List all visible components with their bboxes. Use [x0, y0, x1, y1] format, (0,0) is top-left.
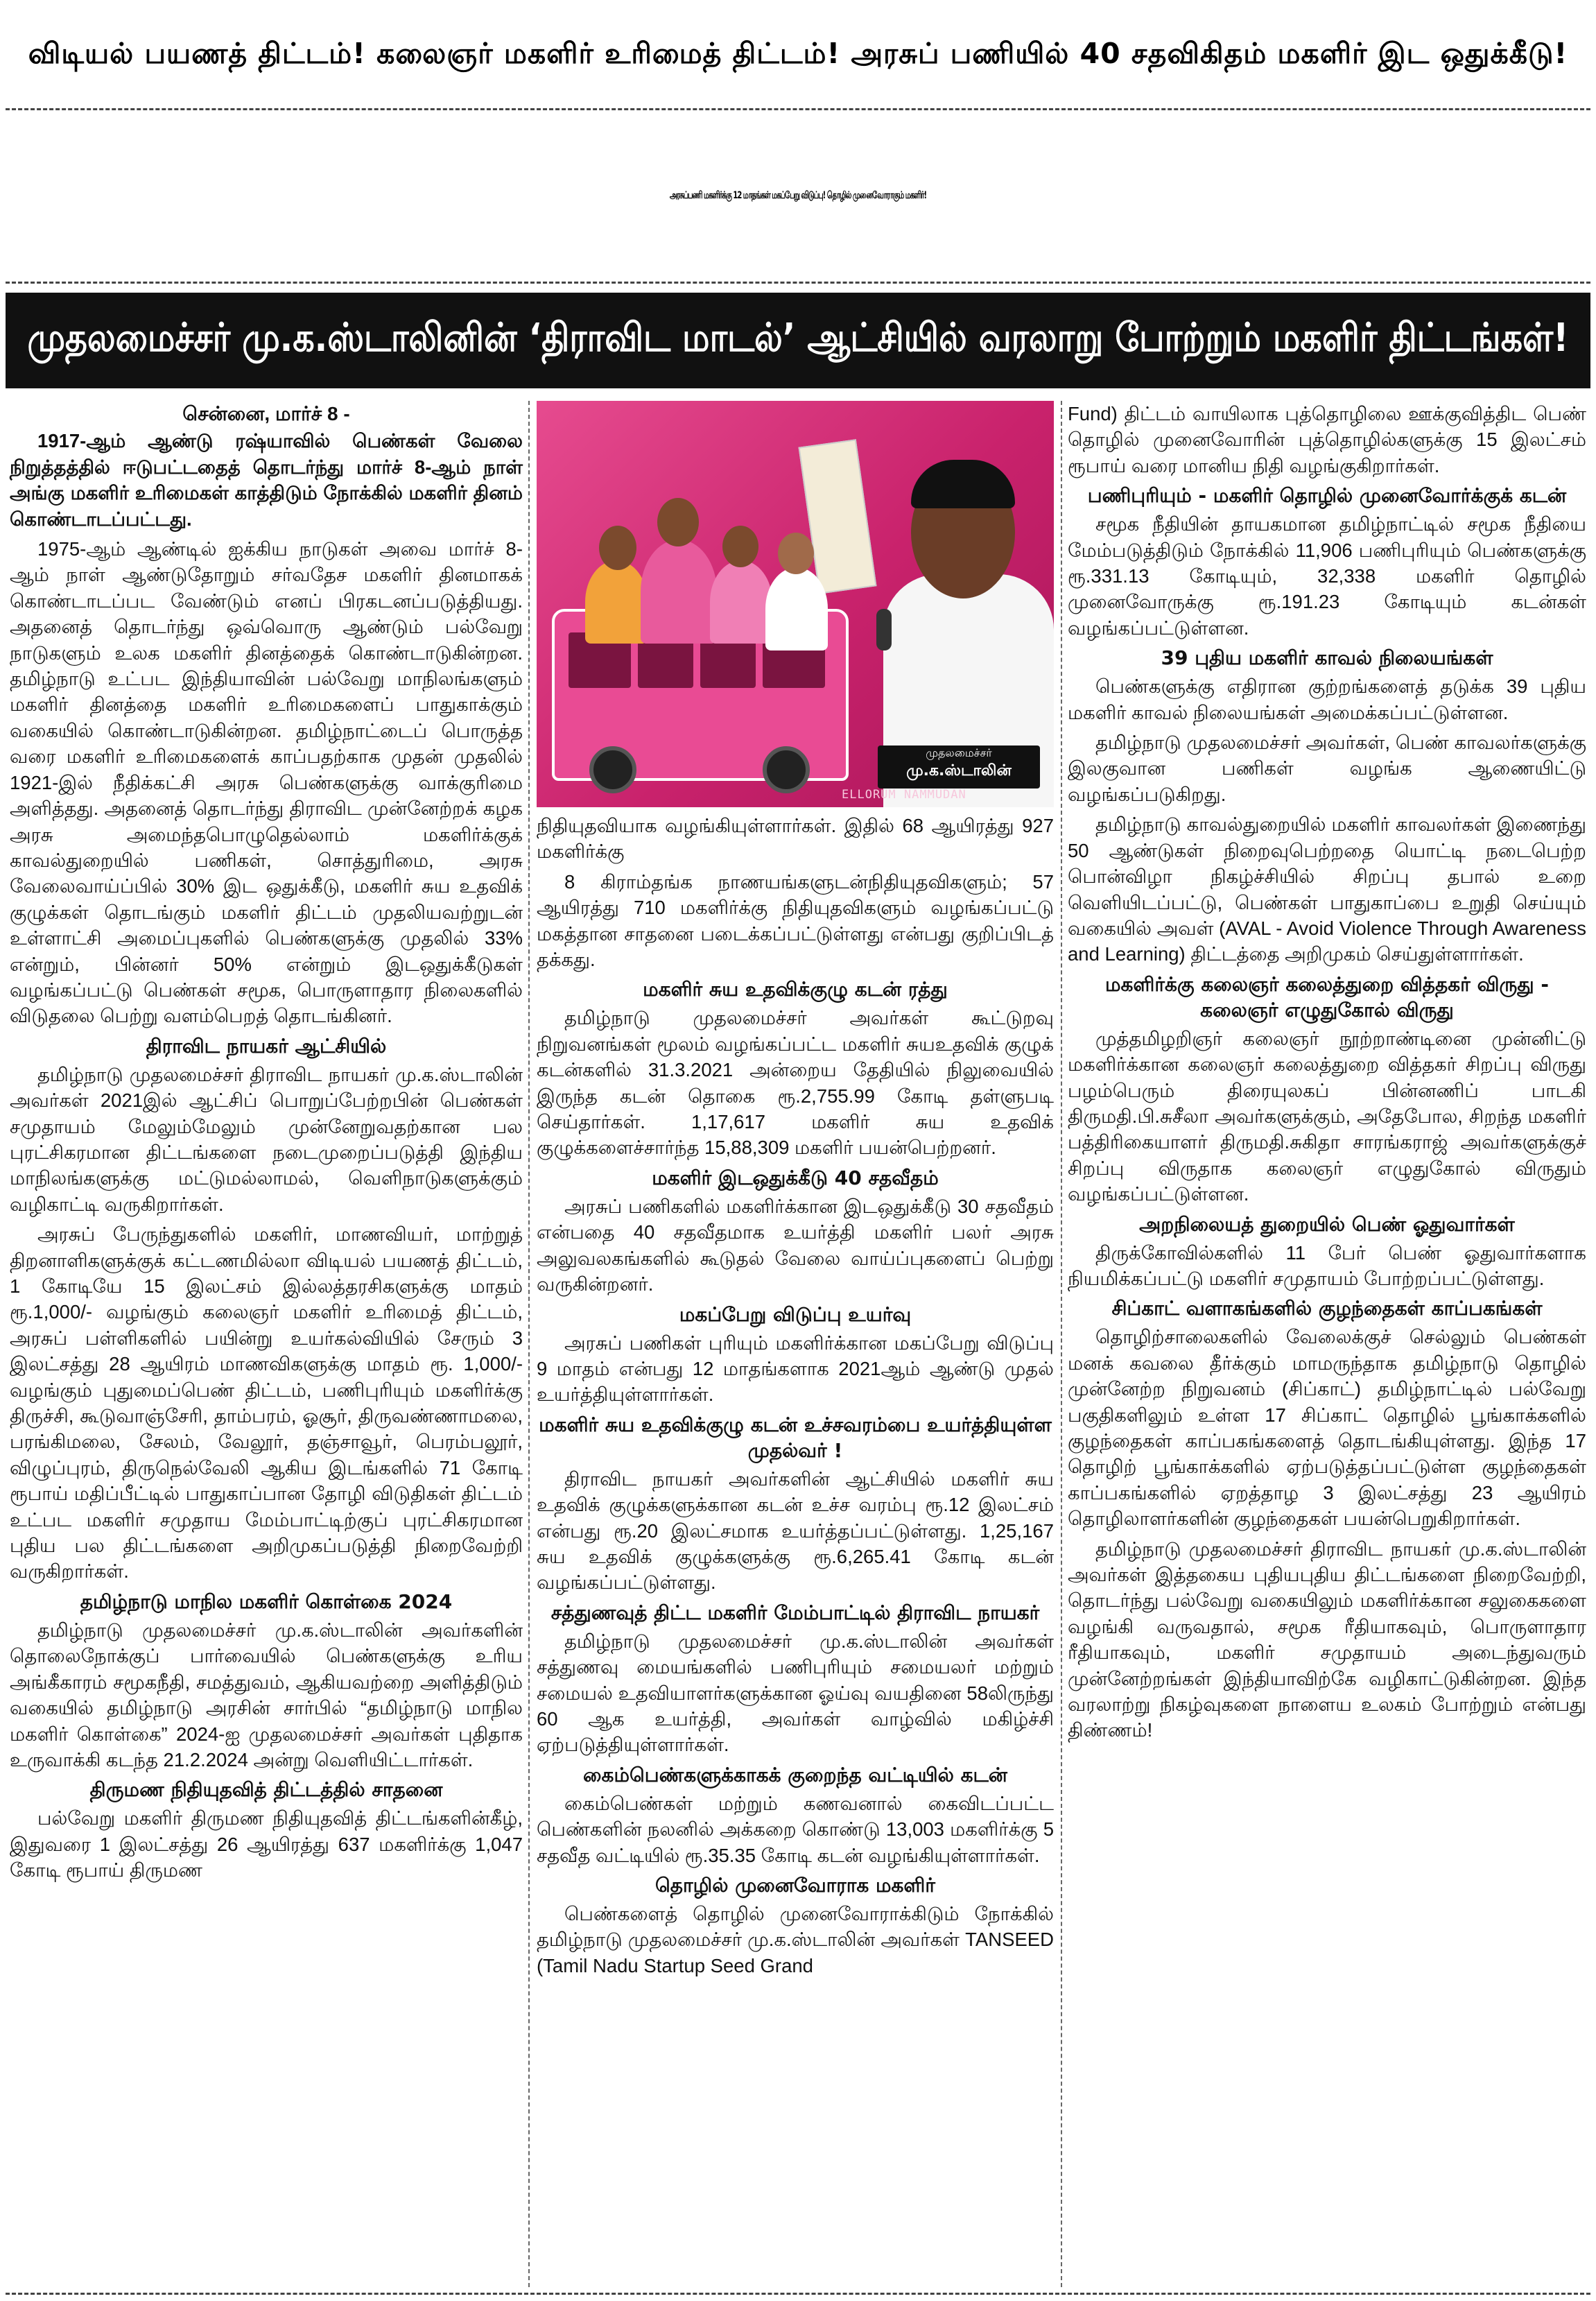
woman-figure: [641, 540, 717, 644]
paragraph: தமிழ்நாடு காவல்துறையில் மகளிர் காவலர்கள் இணைந்து 50 ஆண்டுகள் நிறைவுபெற்றதை யொட்டி நடைபெற்ற பொன்விழா நிகழ்ச்சியில் சிறப்பு தபால் உறை வெளியிடப்பட்டு, பெண்கள் பாதுகாப்பை உறுதி செய்யும் வகையில் அவள் (AVAL - Avoid Violence Through Awareness and Learning) திட்டத்தை அறிமுகம் செய்துள்ளார்கள்.: [1068, 813, 1586, 965]
section-heading: கைம்பெண்களுக்காகக் குறைந்த வட்டியில் கடன்: [583, 1763, 1007, 1786]
paragraph: நிதியுதவியாக வழங்கியுள்ளார்கள். இதில் 68 ஆயிரத்து 927 மகளிர்க்கு: [537, 815, 1054, 863]
paragraph: சமூக நீதியின் தாயகமான தமிழ்நாட்டில் சமூக நீதியை மேம்படுத்திடும் நோக்கில் 11,906 பணிபுரியும் பெண்களுக்கு ரூ.331.13 கோடியும், 32,338 மகளிர் தொழில் முனைவோருக்கு ரூ.191.23 கோடியும் கடன்கள் வழங்கப்பட்டுள்ளன.: [1068, 513, 1586, 639]
paragraph: தொழிற்சாலைகளில் வேலைக்குச் செல்லும் பெண்கள் மனக் கவலை தீர்க்கும் மாமருந்தாக தமிழ்நாடு தொழில் முன்னேற்ற நிறுவனம் (சிப்காட்) தமிழ்நாட்டில் பல்வேறு பகுதிகளிலும் உள்ள 17 சிப்காட் தொழில் பூங்காக்களில் குழந்தைகள் காப்பகங்களைத் தொடங்கியுள்ளது. இந்த 17 தொழிற் பூங்காக்களில் ஏற்படுத்தப்பட்டுள்ள குழந்தைகள் காப்பகங்களில் ஏறத்தாழ 3 இலட்சத்து 23 ஆயிரம் தொழிலாளர்களின் குழந்தைகள் பயன்பெறுகிறார்கள்.: [1068, 1326, 1586, 1530]
paragraph: தமிழ்நாடு முதலமைச்சர் திராவிட நாயகர் மு.க.ஸ்டாலின் அவர்கள் இத்தகைய புதியபுதிய திட்டங்களை நிறைவேற்றி, தொடர்ந்து பல்வேறு வகையிலும் மகளிர்க்கான சலுகைகளை வழங்கி வருவதால், சமூக ரீதியாகவும், பொருளாதார ரீதியாகவும், மகளிர் சமுதாயம் அடைந்துவரும் முன்னேற்றங்கள் இந்தியாவிற்கே வழிகாட்டுகின்றன. இந்த வரலாற்று நிகழ்வுகளை நாளைய உலகம் போற்றும் என்பது திண்ணம்!: [1068, 1537, 1586, 1741]
column-2: [537, 813, 1054, 1983]
section-heading: மகப்பேறு விடுப்பு உயர்வு: [679, 1302, 912, 1326]
column-divider: [528, 401, 530, 2287]
paragraph: அரசுப் பணிகளில் மகளிர்க்கான இடஒதுக்கீடு 30 சதவீதம் என்பதை 40 சதவீதமாக உயர்த்தி மகளிர் பலர் அரசு அலுவலகங்களில் கூடுதல் வேலை வாய்ப்புகளைப் பெற்று வருகின்றனர்.: [537, 1195, 1054, 1295]
section-heading: திருமண நிதியுதவித் திட்டத்தில் சாதனை: [89, 1778, 443, 1802]
caption-title: முதலமைச்சர்: [926, 746, 992, 759]
photo-caption: [878, 746, 1040, 788]
paragraph: கைம்பெண்கள் மற்றும் கணவனால் கைவிடப்பட்ட பெண்களின் நலனில் அக்கறை கொண்டு 13,003 மகளிர்க்கு 5 சதவீத வட்டியில் ரூ.35.35 கோடி கடன் வழங்கியுள்ளார்கள்.: [537, 1792, 1054, 1866]
section-heading: பணிபுரியும் - மகளிர் தொழில் முனைவோர்க்குக் கடன்: [1087, 484, 1567, 508]
caption-name: மு.க.ஸ்டாலின்: [906, 762, 1012, 779]
column-3: [1068, 401, 1586, 1748]
subhead-text: முதலமைச்சர் மு.க.ஸ்டாலினின் ‘திராவிட மாடல்’ ஆட்சியில் வரலாறு போற்றும் மகளிர் திட்டங்கள்!: [27, 315, 1569, 361]
subhead-band: [6, 293, 1590, 388]
headline: அரசுப்பணி மகளிர்க்கு 12 மாதங்கள் மகப்பேறு விடுப்பு! தொழில் முனைவோராகும் மகளிர்!: [669, 189, 927, 201]
paragraph: 1975-ஆம் ஆண்டில் ஐக்கிய நாடுகள் அவை மார்ச் 8-ஆம் நாள் ஆண்டுதோறும் சர்வதேச மகளிர் தினமாகக் கொண்டாடப்பட வேண்டும் எனப் பிரகடனப்படுத்தியது. அதனைத் தொடர்ந்து ஒவ்வொரு ஆண்டும் பல்வேறு நாடுகளும் உலக மகளிர் தினத்தைக் கொண்டாடுகின்றன. தமிழ்நாடு உட்பட இந்தியாவின் பல்வேறு மாநிலங்களும் மகளிர் தினத்தை மகளிர் உரிமைகளைப் பாதுகாக்கும் வகையில் கொண்டாடுகின்றன. தமிழ்நாட்டைப் பொருத்த வரை மகளிர் உரிமைகளைக் காப்பதற்காக முதன் முதலில் 1921-இல் நீதிக்கட்சி அரசு பெண்களுக்கு வாக்குரிமை அளித்தது. அதனைத் தொடர்ந்து திராவிட முன்னேற்றக் கழக அரசு அமைந்தபொழுதெல்லாம் மகளிர்க்குக் காவல்துறையில் பணிகள், சொத்துரிமை, அரசு வேலைவாய்ப்பில் 30% இட ஒதுக்கீடு, மகளிர் சுய உதவிக் குழுக்கள் தொடங்கும் மகளிர் திட்டம் முதலியவற்றுடன் உள்ளாட்சி அமைப்புகளில் பெண்களுக்கு முதலில் 33% என்றும், பின்னர் 50% என்றும் இடஒதுக்கீடுகள் வழங்கப்பட்டு பெண்கள் சமூக, பொருளாதார நிலைகளில் விடுதலை பெற்று வளம்பெறத் தொடங்கினர்.: [10, 538, 523, 1027]
section-heading: மகளிர் இடஒதுக்கீடு 40 சதவீதம்: [652, 1166, 939, 1189]
paragraph: தமிழ்நாடு முதலமைச்சர் மு.க.ஸ்டாலின் அவர்கள் சத்துணவு மையங்களில் பணிபுரியும் சமையலர் மற்றும் சமையல் உதவியாளர்களுக்கான ஓய்வு வயதினை 58லிருந்து 60 ஆக உயர்த்தி, அவர்கள் வாழ்வில் மகிழ்ச்சி ஏற்படுத்தியுள்ளார்கள்.: [537, 1630, 1054, 1756]
feature-photo: [537, 401, 1054, 807]
paragraph: தமிழ்நாடு முதலமைச்சர் அவர்கள், பெண் காவலர்களுக்கு இலகுவான பணிகள் வழங்க ஆணையிட்டு வழங்கப்படுகிறது.: [1068, 732, 1586, 805]
paragraph: திராவிட நாயகர் அவர்களின் ஆட்சியில் மகளிர் சுய உதவிக் குழுக்களுக்கான கடன் உச்ச வரம்பு ரூ.12 இலட்சம் என்பது ரூ.20 இலட்சமாக உயர்த்தப்பட்டுள்ளது. 1,25,167 சுய உதவிக் குழுக்களுக்கு ரூ.6,265.41 கோடி கடன் வழங்கப்பட்டுள்ளது.: [537, 1467, 1054, 1594]
section-heading: திராவிட நாயகர் ஆட்சியில்: [146, 1034, 387, 1058]
section-heading: மகளிர் சுய உதவிக்குழு கடன் உச்சவரம்பை உயர்த்தியுள்ள முதல்வர் !: [539, 1413, 1052, 1462]
headline-divider: [6, 282, 1590, 284]
girl-figure: [710, 560, 772, 644]
woman-figure: [585, 560, 648, 644]
paragraph: திருக்கோவில்களில் 11 பேர் பெண் ஓதுவார்களாக நியமிக்கப்பட்டு மகளிர் சமுதாயம் போற்றப்பட்டுள்ளது.: [1068, 1241, 1586, 1289]
paragraph: Fund) திட்டம் வாயிலாக புத்தொழிலை ஊக்குவித்திட பெண் தொழில் முனைவோரின் புத்தொழில்களுக்கு 15 இலட்சம் ரூபாய் வரை மானிய நிதி வழங்குகிறார்கள்.: [1068, 403, 1586, 476]
kicker-line: விடியல் பயணத் திட்டம்! கலைஞர் மகளிர் உரிமைத் திட்டம்! அரசுப் பணியில் 40 சதவிகிதம் மகளிர் இட ஒதுக்கீடு!: [28, 37, 1568, 70]
dateline: சென்னை, மார்ச் 8 -: [182, 403, 350, 424]
microphone-icon: [876, 609, 892, 650]
section-heading: மகளிர் சுய உதவிக்குழு கடன் ரத்து: [643, 978, 948, 1001]
paragraph: பல்வேறு மகளிர் திருமண நிதியுதவித் திட்டங்களின்கீழ், இதுவரை 1 இலட்சத்து 26 ஆயிரத்து 637 மகளிர்க்கு 1,047 கோடி ரூபாய் திருமண: [10, 1807, 523, 1881]
section-heading: தொழில் முனைவோராக மகளிர்: [654, 1874, 936, 1897]
paragraph: பெண்களைத் தொழில் முனைவோராக்கிடும் நோக்கில் தமிழ்நாடு முதலமைச்சர் மு.க.ஸ்டாலின் அவர்கள் TANSEED (Tamil Nadu Startup Seed Grand: [537, 1903, 1054, 1976]
watermark: ELLORUM NAMMUDAN: [842, 788, 966, 802]
section-heading: மகளிர்க்கு கலைஞர் கலைத்துறை வித்தகர் விருது - கலைஞர் எழுதுகோல் விருது: [1104, 972, 1550, 1022]
paragraph: தமிழ்நாடு முதலமைச்சர் திராவிட நாயகர் மு.க.ஸ்டாலின் அவர்கள் 2021இல் ஆட்சிப் பொறுப்பேற்றபின் பெண்கள் சமுதாயம் மேலும்மேலும் முன்னேறுவதற்கான பல புரட்சிகரமான திட்டங்களை நடைமுறைப்படுத்தி இந்திய மாநிலங்களுக்கு மட்டுமல்லாமல், வெளிநாடுகளுக்கும் வழிகாட்டி வருகிறார்கள்.: [10, 1063, 523, 1215]
section-heading: அறநிலையத் துறையில் பெண் ஓதுவார்கள்: [1139, 1212, 1515, 1236]
section-heading: 39 புதிய மகளிர் காவல் நிலையங்கள்: [1161, 646, 1493, 670]
paragraph: 8 கிராம்தங்க நாணயங்களுடன்நிதியுதவிகளும்; 57 ஆயிரத்து 710 மகளிர்க்கு நிதியுதவிகளும் வழங்கப்பட்டு மகத்தான சாதனை படைக்கப்பட்டுள்ளது என்பது குறிப்பிடத் தக்கது.: [537, 870, 1054, 971]
woman-figure: [765, 567, 828, 650]
section-heading: தமிழ்நாடு மாநில மகளிர் கொள்கை 2024: [80, 1589, 453, 1613]
section-heading: சிப்காட் வளாகங்களில் குழந்தைகள் காப்பகங்கள்: [1111, 1297, 1543, 1320]
paragraph: அரசுப் பணிகள் புரியும் மகளிர்க்கான மகப்பேறு விடுப்பு 9 மாதம் என்பது 12 மாதங்களாக 2021ஆம் ஆண்டு முதல் உயர்த்தியுள்ளார்கள்.: [537, 1332, 1054, 1406]
paragraph: பெண்களுக்கு எதிரான குற்றங்களைத் தடுக்க 39 புதிய மகளிர் காவல் நிலையங்கள் அமைக்கப்பட்டுள்ளன.: [1068, 675, 1586, 723]
column-divider: [1061, 401, 1062, 2287]
paragraph: தமிழ்நாடு முதலமைச்சர் அவர்கள் கூட்டுறவு நிறுவனங்கள் மூலம் வழங்கப்பட்ட மகளிர் சுயஉதவிக் குழுக் கடன்களில் 31.3.2021 அன்றைய தேதியில் நிலுவையில் இருந்த கடன் தொகை ரூ.2,755.99 கோடி தள்ளுபடி செய்தார்கள். 1,17,617 மகளிர் சுய உதவிக் குழுக்களைச்சார்ந்த 15,88,309 மகளிர் பயன்பெற்றனர்.: [537, 1007, 1054, 1159]
column-1: [10, 401, 523, 1888]
section-heading: சத்துணவுத் திட்ட மகளிர் மேம்பாட்டில் திராவிட நாயகர்: [550, 1601, 1040, 1624]
paragraph: தமிழ்நாடு முதலமைச்சர் மு.க.ஸ்டாலின் அவர்களின் தொலைநோக்குப் பார்வையில் பெண்களுக்கு உரிய அங்கீகாரம் சமூகநீதி, சமத்துவம், ஆகியவற்றை அளித்திடும் வகையில் தமிழ்நாடு அரசின் சார்பில் “தமிழ்நாடு மாநில மகளிர் கொள்கை” 2024-ஐ முதலமைச்சர் அவர்கள் புதிதாக உருவாக்கி கடந்த 21.2.2024 அன்று வெளியிட்டார்கள்.: [10, 1619, 523, 1770]
paragraph: அரசுப் பேருந்துகளில் மகளிர், மாணவியர், மாற்றுத் திறனாளிகளுக்குக் கட்டணமில்லா விடியல் பயணத் திட்டம், 1 கோடியே 15 இலட்சம் இல்லத்தரசிகளுக்கு மாதம் ரூ.1,000/- வழங்கும் கலைஞர் மகளிர் உரிமைத் திட்டம், அரசுப் பள்ளிகளில் பயின்று உயர்கல்வியில் சேரும் 3 இலட்சத்து 28 ஆயிரம் மாணவிகளுக்கு மாதம் ரூ. 1,000/- வழங்கும் புதுமைப்பெண் திட்டம், பணிபுரியும் மகளிர்க்கு திருச்சி, கூடுவாஞ்சேரி, தாம்பரம், ஓசூர், திருவண்ணாமலை, பரங்கிமலை, சேலம், வேலூர், தஞ்சாவூர், பெரம்பலூர், விழுப்புரம், திருநெல்வேலி ஆகிய இடங்களில் 71 கோடி ரூபாய் மதிப்பீட்டில் பாதுகாப்பான தோழி விடுதிகள் திட்டம் உட்பட மகளிர் சமுதாய மேம்பாட்டிற்குப் புரட்சிகரமான புதிய பல திட்டங்களை அறிமுகப்படுத்தி நிறைவேற்றி வருகிறார்கள்.: [10, 1223, 523, 1583]
lead-paragraph: 1917-ஆம் ஆண்டு ரஷ்யாவில் பெண்கள் வேலை நிறுத்தத்தில் ஈடுபட்டதைத் தொடர்ந்து மார்ச் 8-ஆம் நாள் அங்கு மகளிர் உரிமைகள் காத்திடும் நோக்கில் மகளிர் தினம் கொண்டாடப்பட்டது.: [10, 430, 523, 530]
paragraph: முத்தமிழறிஞர் கலைஞர் நூற்றாண்டினை முன்னிட்டு மகளிர்க்கான கலைஞர் கலைத்துறை வித்தகர் சிறப்பு விருது பழம்பெரும் திரையுலகப் பின்னணிப் பாடகி திருமதி.பி.சுசீலா அவர்களுக்கும், அதேபோல, சிறந்த மகளிர் பத்திரிகையாளர் திருமதி.சுகிதா சாரங்கராஜ் அவர்களுக்குச் சிறப்பு விருதாக கலைஞர் எழுதுகோல் விருதும் வழங்கப்பட்டுள்ளன.: [1068, 1027, 1586, 1205]
bottom-divider: [6, 2293, 1590, 2295]
